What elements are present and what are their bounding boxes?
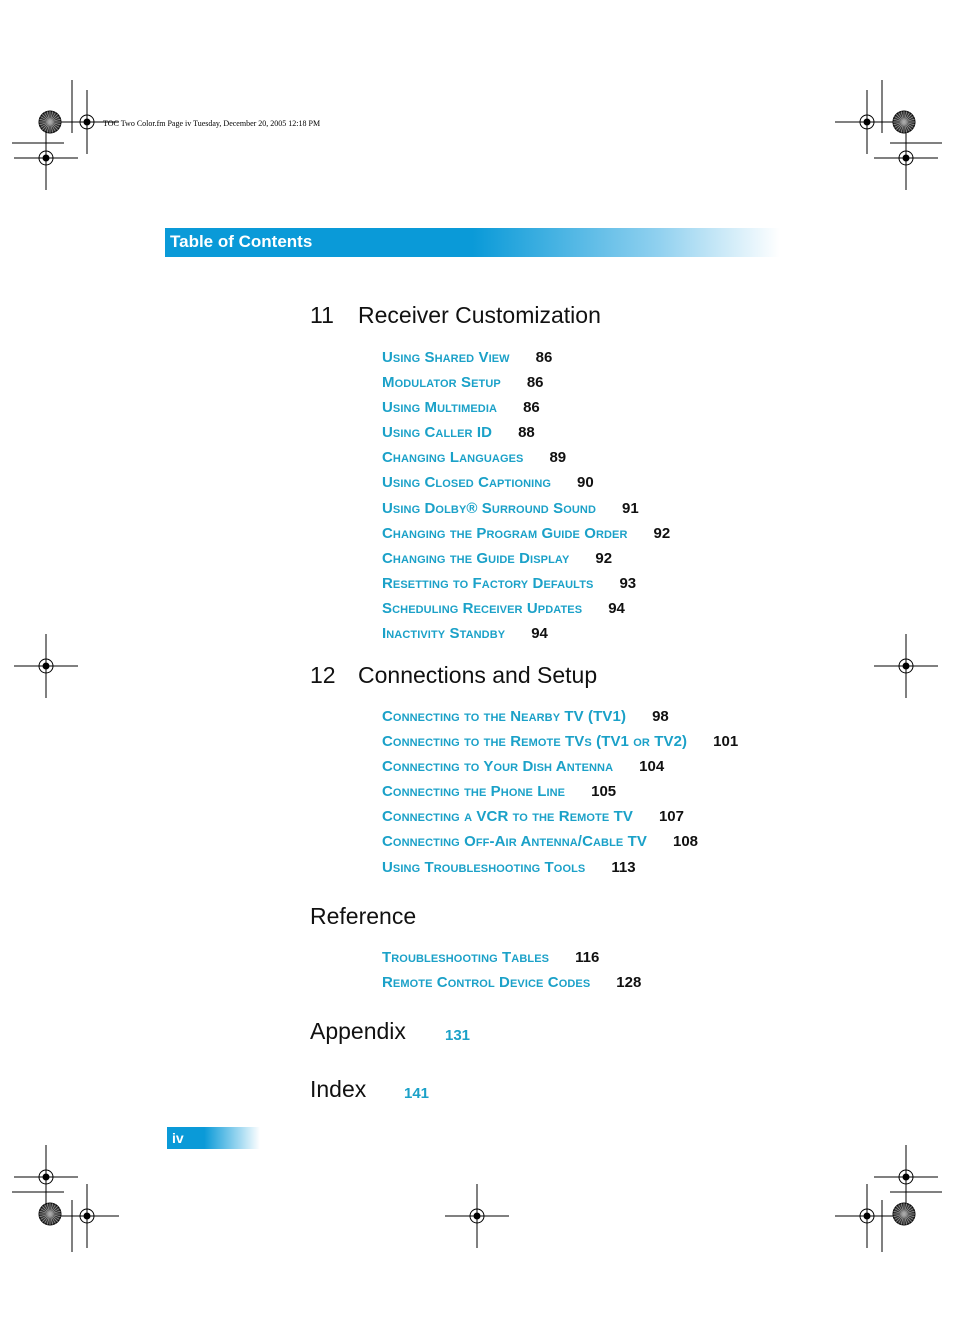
entry-page: 94 bbox=[608, 599, 625, 617]
registration-mark bbox=[14, 634, 78, 698]
toc-entry[interactable] bbox=[382, 855, 738, 880]
toc-entry[interactable] bbox=[382, 445, 670, 470]
entry-page: 107 bbox=[658, 808, 684, 826]
registration-mark bbox=[445, 1184, 509, 1248]
color-wheel-mark bbox=[893, 1203, 915, 1225]
entry-title[interactable]: Using Closed Captioning bbox=[382, 474, 552, 492]
entry-page: 105 bbox=[591, 783, 617, 801]
toc-entry[interactable] bbox=[382, 470, 670, 495]
registration-mark bbox=[14, 1145, 78, 1209]
toc-entry[interactable] bbox=[382, 829, 738, 854]
entry-page: 89 bbox=[549, 449, 567, 467]
registration-mark bbox=[835, 1184, 899, 1248]
entry-title[interactable]: Remote Control Device Codes bbox=[382, 974, 591, 992]
entry-page: 98 bbox=[652, 708, 669, 725]
chapter-heading bbox=[310, 302, 601, 329]
page-number: iv bbox=[172, 1130, 184, 1146]
entry-title[interactable]: Scheduling Receiver Updates bbox=[382, 599, 583, 617]
entry-page: 113 bbox=[611, 858, 636, 876]
entry-page: 93 bbox=[619, 574, 637, 592]
color-wheel-mark bbox=[39, 1203, 61, 1225]
entry-title[interactable]: Troubleshooting Tables bbox=[382, 949, 550, 966]
toc-entry[interactable] bbox=[382, 945, 641, 970]
toc-entry[interactable] bbox=[382, 546, 670, 571]
entry-title[interactable]: Connecting to Your Dish Antenna bbox=[382, 758, 614, 776]
toc-entry[interactable] bbox=[382, 345, 670, 370]
toc-entry[interactable] bbox=[382, 704, 738, 729]
entry-title[interactable]: Inactivity Standby bbox=[382, 625, 506, 643]
chapter-number: 12 bbox=[310, 662, 336, 688]
toc-entry[interactable] bbox=[382, 729, 738, 754]
section-heading-reference[interactable]: Reference bbox=[310, 903, 417, 929]
toc-entry[interactable] bbox=[382, 571, 670, 596]
entry-title[interactable]: Using Multimedia bbox=[382, 399, 498, 417]
toc-entry[interactable] bbox=[382, 496, 670, 521]
entry-page: 86 bbox=[523, 399, 540, 417]
entry-page: 101 bbox=[713, 733, 739, 751]
entry-title[interactable]: Changing Languages bbox=[382, 449, 524, 467]
entry-title[interactable]: Connecting a VCR to the Remote TV bbox=[382, 808, 633, 826]
index-page[interactable]: 141 bbox=[404, 1085, 430, 1102]
entry-page: 90 bbox=[577, 474, 594, 492]
color-wheel-mark bbox=[893, 111, 915, 133]
page-folio bbox=[167, 1127, 260, 1149]
chapter-entries bbox=[382, 704, 738, 880]
entry-page: 86 bbox=[526, 374, 544, 392]
registration-mark bbox=[874, 634, 938, 698]
entry-page: 108 bbox=[673, 833, 699, 851]
toc-entry[interactable] bbox=[382, 521, 670, 546]
entry-page: 88 bbox=[518, 424, 535, 442]
entry-title[interactable]: Using Caller ID bbox=[382, 424, 493, 442]
section-heading-index[interactable]: Index bbox=[310, 1076, 367, 1102]
toc-entry[interactable] bbox=[382, 395, 670, 420]
chapter-entries bbox=[382, 345, 670, 646]
entry-page: 91 bbox=[622, 499, 639, 517]
toc-entry[interactable] bbox=[382, 804, 738, 829]
entry-title[interactable]: Changing the Guide Display bbox=[382, 549, 570, 567]
entry-title[interactable]: Connecting to the Nearby TV (TV1) bbox=[382, 708, 627, 725]
entry-title[interactable]: Connecting the Phone Line bbox=[382, 783, 566, 801]
registration-mark bbox=[874, 126, 938, 190]
section-entries bbox=[382, 945, 641, 995]
toc-entry[interactable] bbox=[382, 596, 670, 621]
entry-title[interactable]: Using Shared View bbox=[382, 349, 510, 366]
entry-title[interactable]: Resetting to Factory Defaults bbox=[382, 574, 594, 592]
entry-page: 94 bbox=[531, 625, 548, 643]
entry-title[interactable]: Changing the Program Guide Order bbox=[382, 524, 628, 542]
entry-title[interactable]: Connecting Off-Air Antenna/Cable TV bbox=[382, 833, 647, 851]
toc-entry[interactable] bbox=[382, 370, 670, 395]
entry-page: 116 bbox=[575, 949, 600, 966]
entry-page: 86 bbox=[535, 349, 553, 366]
chapter-title[interactable]: Connections and Setup bbox=[358, 662, 598, 688]
entry-page: 92 bbox=[595, 549, 613, 567]
registration-mark bbox=[55, 1184, 119, 1248]
toc-entry[interactable] bbox=[382, 420, 670, 445]
toc-entry[interactable] bbox=[382, 970, 641, 995]
entry-page: 104 bbox=[639, 758, 665, 776]
entry-title[interactable]: Using Dolby® Surround Sound bbox=[382, 499, 596, 517]
toc-entry[interactable] bbox=[382, 754, 738, 779]
color-wheel-mark bbox=[39, 111, 61, 133]
file-slug: TOC Two Color.fm Page iv Tuesday, December 20, 2005 12:18 PM bbox=[103, 119, 321, 128]
chapter-heading bbox=[310, 662, 597, 689]
registration-mark bbox=[835, 90, 899, 154]
toc-entry[interactable] bbox=[382, 621, 670, 646]
entry-title[interactable]: Connecting to the Remote TVs (TV1 or TV2) bbox=[382, 733, 688, 751]
registration-mark bbox=[874, 1145, 938, 1209]
toc-entry[interactable] bbox=[382, 779, 738, 804]
section-heading-appendix[interactable]: Appendix bbox=[310, 1018, 406, 1044]
entry-title[interactable]: Using Troubleshooting Tools bbox=[382, 858, 586, 876]
banner-title: Table of Contents bbox=[170, 232, 313, 251]
toc-banner bbox=[165, 228, 780, 257]
entry-page: 128 bbox=[616, 974, 642, 992]
registration-mark bbox=[14, 126, 78, 190]
chapter-number: 11 bbox=[310, 302, 334, 328]
entry-title[interactable]: Modulator Setup bbox=[382, 374, 501, 392]
appendix-page[interactable]: 131 bbox=[445, 1027, 471, 1044]
entry-page: 92 bbox=[653, 524, 671, 542]
chapter-title[interactable]: Receiver Customization bbox=[358, 302, 601, 328]
